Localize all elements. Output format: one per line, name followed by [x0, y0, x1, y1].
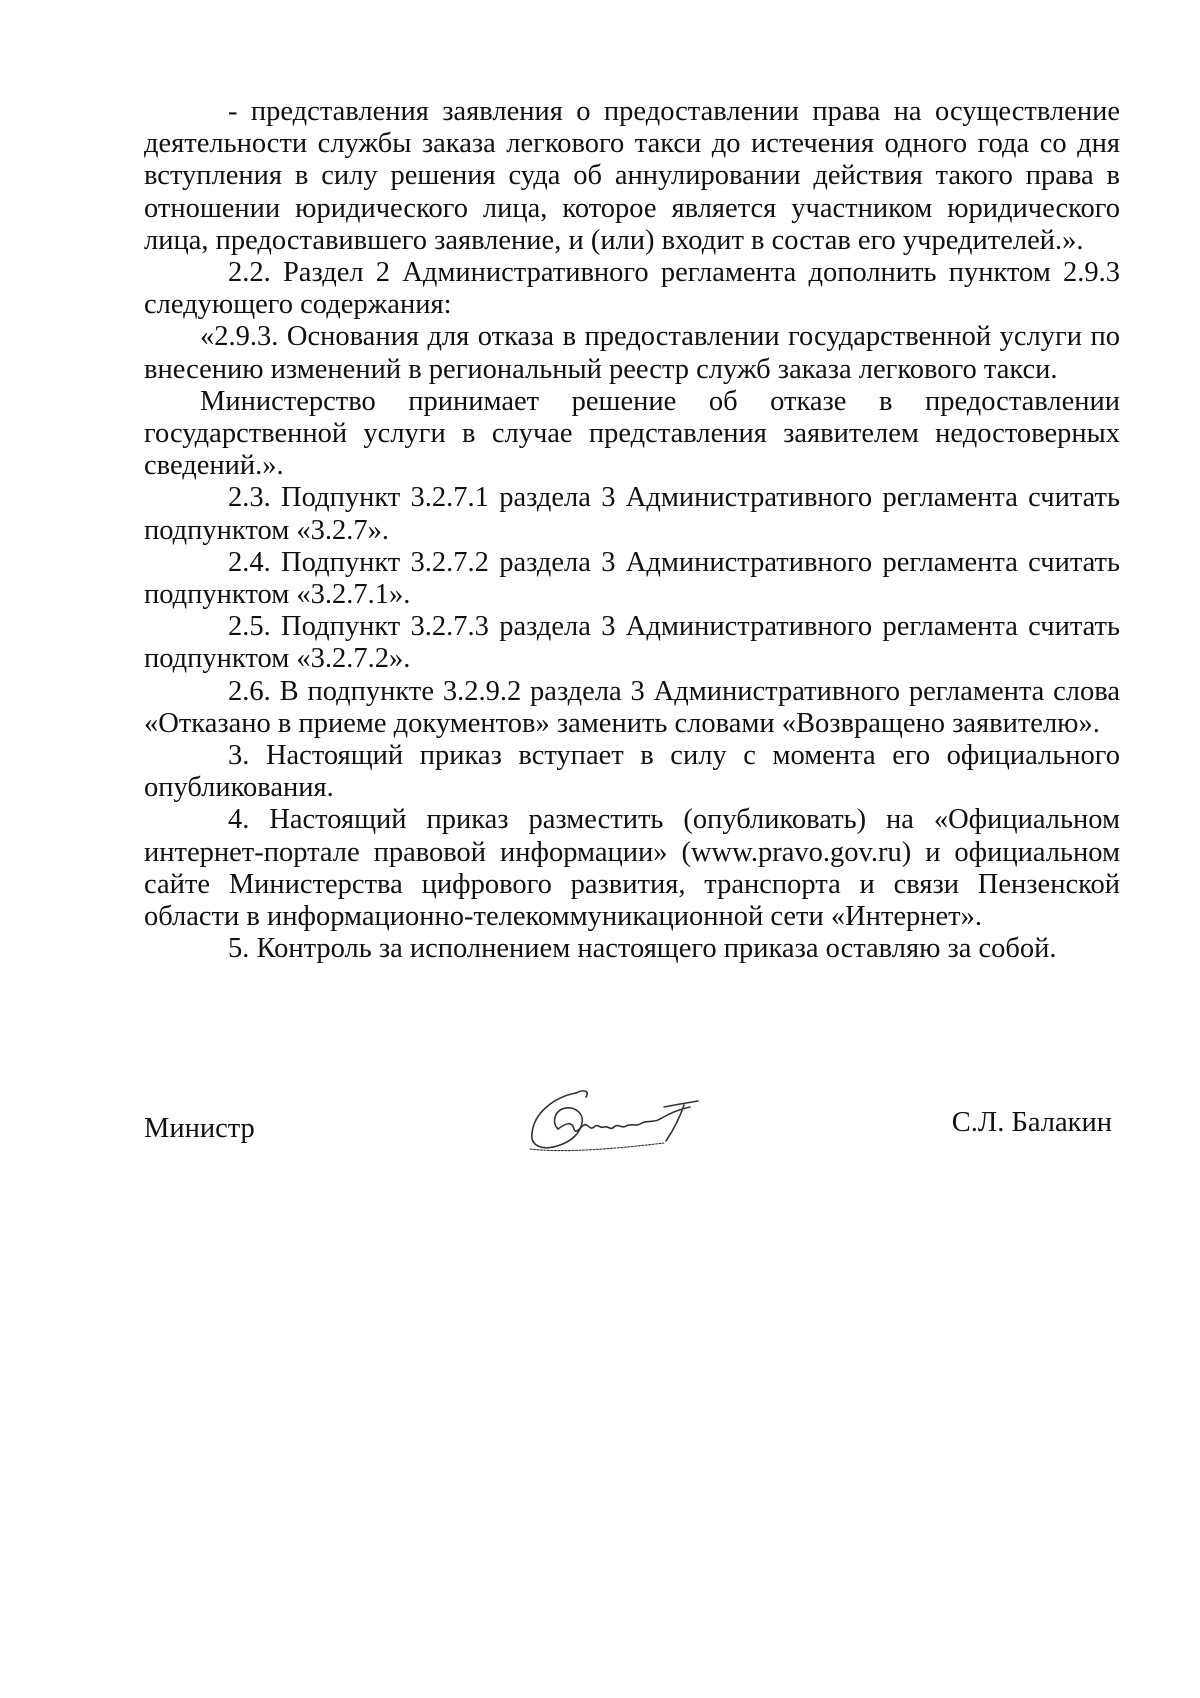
signature-block	[144, 1083, 1120, 1173]
paragraph-3: 3. Настоящий приказ вступает в силу с момента его официального опубликования.	[144, 740, 1120, 804]
paragraph-5: 5. Контроль за исполнением настоящего приказа оставляю за собой.	[228, 933, 1057, 965]
paragraph-4: 4. Настоящий приказ разместить (опубликовать) на «Официальном интернет-портале правовой информации» (www.pravo.gov.ru) и официальном сайте Министерства цифрового развития, транспорта и связи Пензенской области в информационно-телекоммуникационной сети «Интернет».	[144, 804, 1120, 933]
paragraph-2-2: 2.2. Раздел 2 Административного регламента дополнить пунктом 2.9.3 следующего содержания:	[144, 257, 1120, 321]
paragraph-2-6: 2.6. В подпункте 3.2.9.2 раздела 3 Административного регламента слова «Отказано в приеме документов» заменить словами «Возвращено заявителю».	[144, 675, 1120, 739]
signatory-position: Министр	[144, 1113, 255, 1144]
paragraph-dash-item: - представления заявления о предоставлении права на осуществление деятельности службы заказа легкового такси до истечения одного года со дня вступления в силу решения суда об аннулировании действия такого права в отношении юридического лица, которое является участником юридического лица, предоставившего заявление, и (или) входит в состав его учредителей.».	[144, 96, 1120, 256]
paragraph-2-5: 2.5. Подпункт 3.2.7.3 раздела 3 Административного регламента считать подпунктом «3.2.7.2».	[144, 611, 1120, 675]
signatory-name: С.Л. Балакин	[951, 1107, 1112, 1138]
paragraph-2-3: 2.3. Подпункт 3.2.7.1 раздела 3 Административного регламента считать подпунктом «3.2.7».	[144, 482, 1120, 546]
document-body	[144, 96, 1120, 965]
handwritten-signature-icon	[514, 1083, 714, 1163]
paragraph-ministry-decision: Министерство принимает решение об отказе в предоставлении государственной услуги в случае представления заявителем недостоверных сведений.».	[144, 385, 1120, 482]
paragraph-2-4: 2.4. Подпункт 3.2.7.2 раздела 3 Административного регламента считать подпунктом «3.2.7.1».	[144, 546, 1120, 611]
paragraph-2-9-3: «2.9.3. Основания для отказа в предоставлении государственной услуги по внесению изменений в региональный реестр служб заказа легкового такси.	[144, 321, 1120, 385]
